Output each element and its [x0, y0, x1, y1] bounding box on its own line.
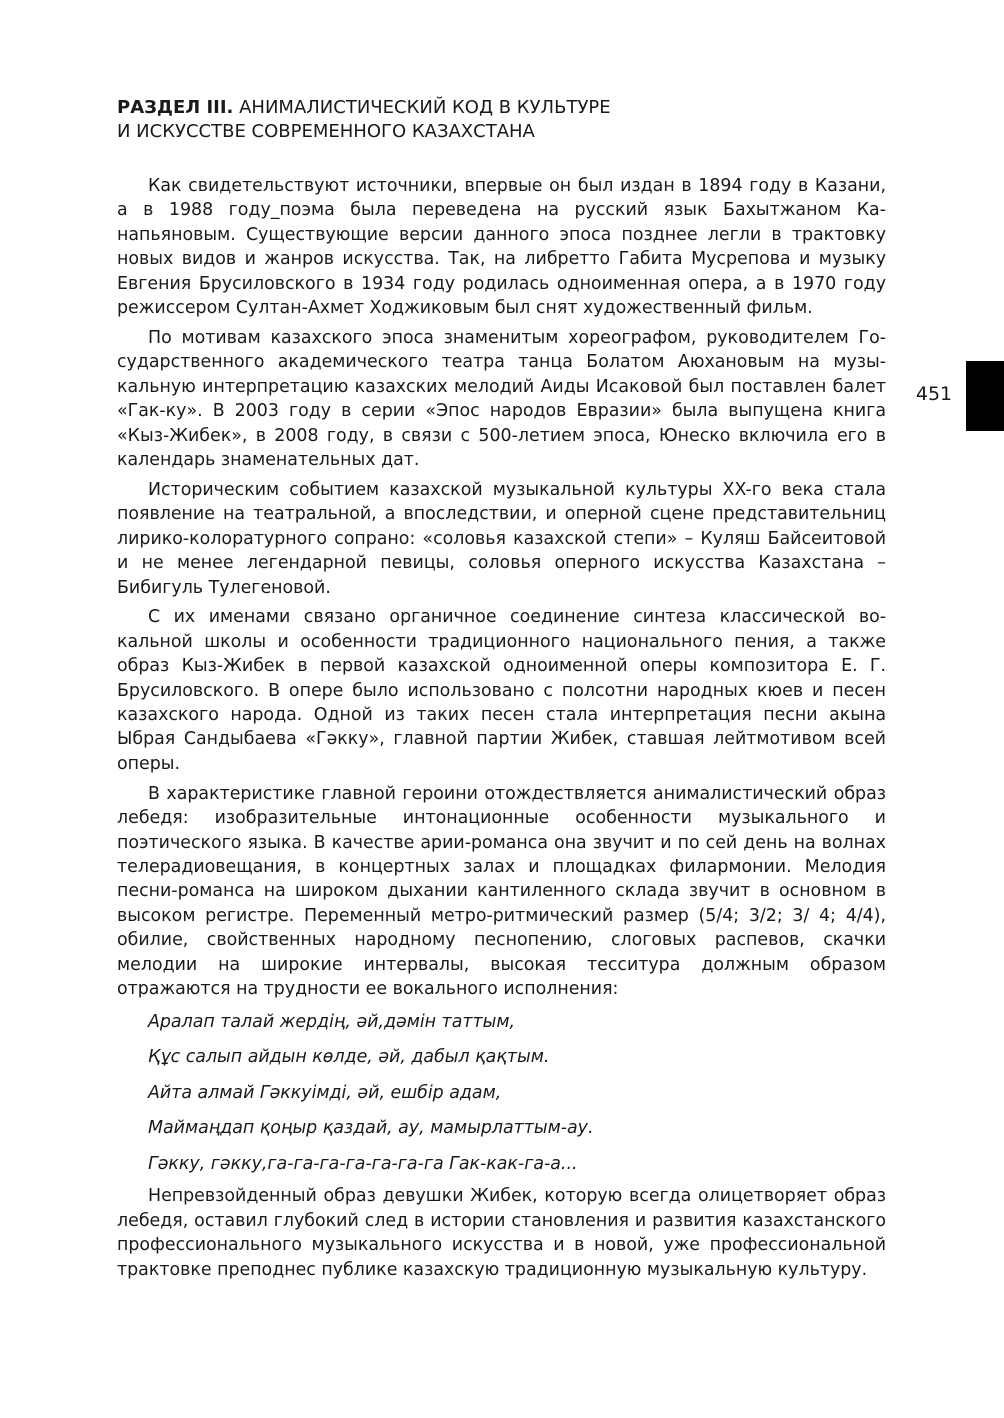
verse-line-2: Құс салып айдын көлде, әй, дабыл қақтым. — [148, 1047, 550, 1068]
paragraph-2: По мотивам казахского эпоса знаменитым хореографом, руководителем Государственного академического театра танца Болатом Аюхановым на музыкальную интерпретацию казахских мелодий Аиды Исаковой был поставлен балет «Гак-ку». В 2003 году в серии «Эпос народов Евразии» была выпущена книга «Кыз-Жибек», в 2008 году, в связи с 500-летием эпоса, Юнеско включила его в календарь знаменательных дат. — [117, 327, 886, 470]
header-line-1 — [117, 96, 837, 120]
section-label: РАЗДЕЛ III. — [117, 97, 234, 118]
verse-line-4: Маймаңдап қоңыр қаздай, ау, мамырлаттым-ау. — [148, 1118, 594, 1139]
closing-paragraph: Непревзойденный образ девушки Жибек, которую всегда олицетворяет образ лебедя, оставил глубокий след в истории становления и развития казахстанского профессионального музыкального искусства и в новой, уже профессиональной трактовке преподнес публике казахскую традиционную музыкальную культуру. — [117, 1186, 886, 1280]
running-header — [117, 96, 837, 144]
page-edge-tab — [966, 361, 1004, 431]
verse-line-3: Айта алмай Гәккуімді, әй, ешбір адам, — [148, 1082, 502, 1103]
section-title-part-2: И ИСКУССТВЕ СОВРЕМЕННОГО КАЗАХСТАНА — [117, 121, 535, 142]
paragraph-4: С их именами связано органичное соединение синтеза классической вокальной школы и особенности традиционного национального пения, а также образ Кыз-Жибек в первой казахской одноименной оперы композитора Е. Г. Брусиловского. В опере было использовано с полсотни народных кюев и песен казахского народа. Одной из таких песен стала интерпретация песни акына Ыбрая Сандыбаева «Гәкку», главной партии Жибек, ставшая лейтмотивом всей оперы. — [117, 607, 886, 774]
section-title-part-1: АНИМАЛИСТИЧЕСКИЙ КОД В КУЛЬТУРЕ — [233, 97, 611, 118]
body-text — [117, 174, 886, 1288]
verse-line-5: Гәкку, гәкку,га-га-га-га-га-га-га Гак-как-га-а... — [148, 1153, 578, 1174]
paragraph-5: В характеристике главной героини отождествляется анималистический образ лебедя: изобразительные интонационные особенности музыкального и поэтического языка. В качестве арии-романса она звучит и по сей день на волнах телерадиовещания, в концертных залах и площадках филармонии. Мелодия песни-романса на широком дыхании кантиленного склада звучит в основном в высоком регистре. Переменный метро-ритмический размер (5/4; 3/2; 3/ 4; 4/4), обилие, свойственных народному песнопению, слоговых распевов, скачки мелодии на широкие интервалы, высокая тесситура должным образом отражаются на трудности ее вокального исполнения: — [117, 783, 886, 999]
verse-line-1: Аралап талай жердің, әй,дәмін таттым, — [148, 1011, 515, 1032]
page-number: 451 — [915, 383, 953, 405]
paragraph-3: Историческим событием казахской музыкальной культуры XX-го века стала появление на театральной, а впоследствии, и оперной сцене представительниц лирико-колоратурного сопрано: «соловья казахской степи» – Куляш Байсеитовой и не менее легендарной певицы, соловья оперного искусства Казахстана – Бибигуль Тулегеновой. — [117, 479, 886, 598]
paragraph-1: Как свидетельствуют источники, впервые он был издан в 1894 году в Казани, а в 1988 году_поэма была переведена на русский язык Бахытжаном Канапьяновым. Существующие версии данного эпоса позднее легли в трактовку новых видов и жанров искусства. Так, на либретто Габита Мусрепова и музыку Евгения Брусиловского в 1934 году родилась одноименная опера, а в 1970 году режиссером Султан-Ахмет Ходжиковым был снят художественный фильм. — [117, 176, 886, 319]
